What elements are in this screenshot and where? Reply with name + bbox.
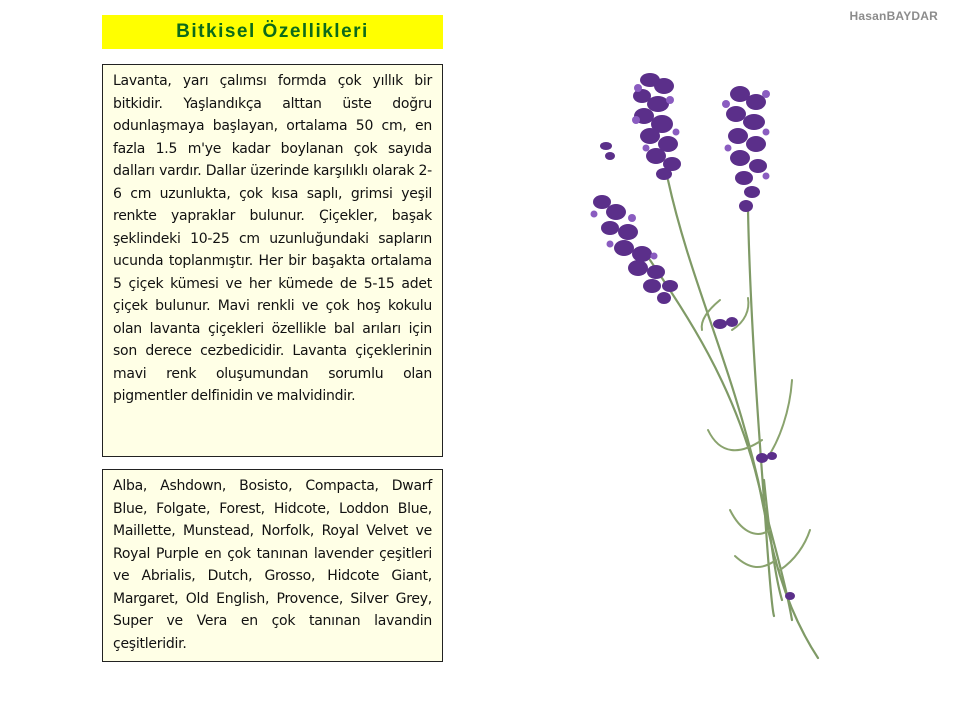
varieties-text-box: Alba, Ashdown, Bosisto, Compacta, Dwarf Blue, Folgate, Forest, Hidcote, Loddon Blue, Maillette, Munstead, Norfolk, Royal Velvet ve Royal Purple en çok tanınan lavender çeşitleri ve Abrialis, Dutch, Grosso, Hidcote Giant, Margaret, Old English, Provence, Silver Grey, Super ve Vera en çok tanınan lavandin çeşitleridir. xyxy=(102,469,443,662)
author-label: HasanBAYDAR xyxy=(849,9,938,23)
flower-spike xyxy=(726,86,767,212)
stem xyxy=(748,210,774,616)
slide-title-box xyxy=(102,15,443,49)
leaf xyxy=(708,430,762,450)
stem xyxy=(668,180,818,658)
description-text-box: Lavanta, yarı çalımsı formda çok yıllık bir bitkidir. Yaşlandıkça alttan üste doğru odunlaşmaya başlayan, ortalama 50 cm, en fazla 1.5 m'ye kadar boylanan çok sayıda dalları vardır. Dallar üzerinde karşılıklı olarak 2-6 cm uzunlukta, çok kısa saplı, grimsi yeşil renkte yapraklar bulunur. Çiçekler, başak şeklindeki 10-25 cm uzunluğundaki sapların ucunda toplanmıştır. Her bir başakta ortalama 5 çiçek kümesi ve her kümede de 5-15 adet çiçek bulunur. Mavi renkli ve çok hoş kokulu olan lavanta çiçekleri özellikle bal arıları için son derece cezbedicidir. Lavanta çiçeklerinin mavi renk oluşumundan sorumlu olan pigmentler delfinidin ve malvidindir. xyxy=(102,64,443,457)
leaf xyxy=(780,530,810,570)
lavender-illustration xyxy=(580,60,840,670)
stem xyxy=(650,260,792,620)
flower-spike xyxy=(593,195,678,304)
slide-title: Bitkisel Özellikleri xyxy=(176,21,369,42)
leaf xyxy=(766,380,792,460)
leaf xyxy=(735,556,776,567)
